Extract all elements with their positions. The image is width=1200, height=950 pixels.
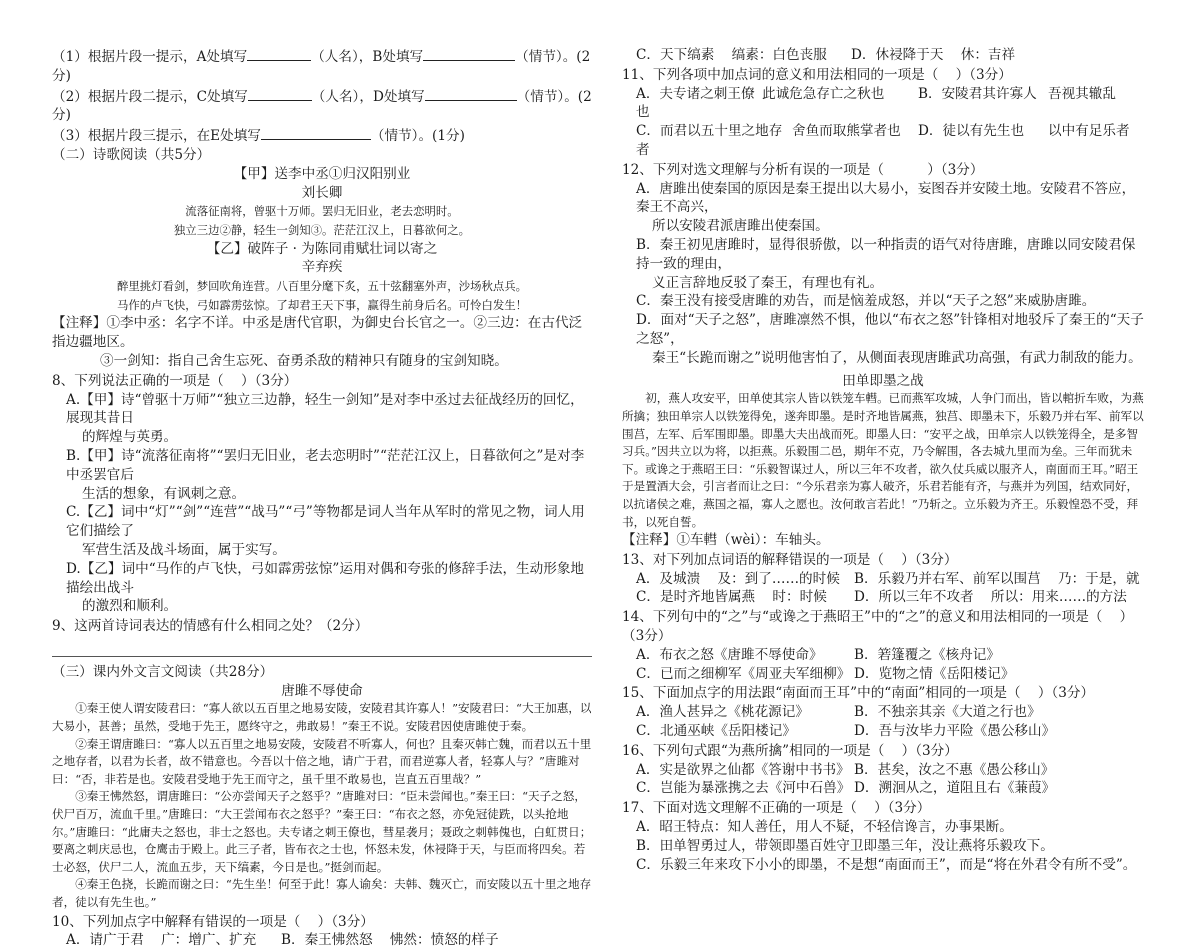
right-column <box>622 46 1144 874</box>
poem-line: 独立三边②静，轻生一剑知③。茫茫江汉上，日暮欲何之。 <box>173 222 471 237</box>
option-a[interactable]: A．实是欲界之仙都《答谢中书书》 <box>636 761 850 778</box>
poem-author: 刘长卿 <box>301 184 343 201</box>
annotation: 【注释】①车轊（wèi）：车轴头。 <box>622 532 830 549</box>
question-text: （人名），D处填写 <box>311 88 425 105</box>
options-row <box>622 46 1144 65</box>
poem-line: 醉里挑灯看剑，梦回吹角连营。八百里分麾下炙，五十弦翻塞外声，沙场秋点兵。 <box>116 279 528 294</box>
option-a-cont: 的辉煌与英勇。 <box>82 429 178 446</box>
options-row <box>622 122 1144 160</box>
question-text: （人名），B处填写 <box>311 49 424 65</box>
option-c[interactable]: C.【乙】词中“灯”“剑”“连营”“战马”“弓”等物都是词人当年从军时的常见之物，词人用它们描绘了 <box>66 504 585 540</box>
question-14: 14、下列句中的“之”与“或谗之于燕昭王”中的“之”的意义和用法相同的一项是（ ）（3分） <box>622 609 1134 645</box>
option-c-compare: 舍鱼而取熊掌者也 <box>792 123 901 140</box>
question-text: （情节）。(2分) <box>52 49 591 84</box>
option-b[interactable]: B．箬篷覆之《核舟记》 <box>854 646 1000 663</box>
options-row <box>622 646 1144 665</box>
option-a[interactable]: A．请广于君 广：增广、扩充 <box>66 932 257 949</box>
options-row <box>622 588 1144 607</box>
passage-paragraph: ④秦王色挠，长跪而谢之曰：“先生坐！何至于此！寡人谕矣：夫韩、魏灭亡，而安陵以五十里之地存者，徒以有先生也。” <box>52 877 592 910</box>
option-d[interactable]: D．吾与汝毕力平险《愚公移山》 <box>854 723 1056 740</box>
options-row <box>622 703 1144 722</box>
question-9: 9、这两首诗词表达的情感有什么相同之处？（2分） <box>52 618 369 635</box>
passage-title: 田单即墨之战 <box>842 372 924 389</box>
option-a[interactable]: A．布衣之怒《唐雎不辱使命》 <box>636 646 823 663</box>
option-c[interactable]: C．天下缟素 缟素：白色丧服 <box>636 47 827 63</box>
option-a[interactable]: A．昭王特点：知人善任，用人不疑，不轻信谗言，办事果断。 <box>636 819 1013 836</box>
option-b-compare: 吾视其辙乱 <box>1048 85 1116 102</box>
section-title: （二）诗歌阅读（共5分） <box>52 146 211 163</box>
passage-body <box>52 700 592 911</box>
answer-blank[interactable] <box>247 46 311 61</box>
option-c[interactable]: C．而君以五十里之地存者 <box>636 123 783 158</box>
option-c[interactable]: C．秦王没有接受唐雎的劝告，而是恼羞成怒，并以“天子之怒”来威胁唐雎。 <box>636 293 1096 310</box>
answer-blank[interactable] <box>248 86 312 101</box>
option-c[interactable]: C．已而之细柳军《周亚夫军细柳》 <box>636 665 851 682</box>
option-a-cont: 所以安陵君派唐雎出使秦国。 <box>652 218 829 235</box>
option-d[interactable]: D．所以三年不攻者 所以：用来……的方法 <box>854 589 1127 606</box>
question-text: （2）根据片段二提示，C处填写 <box>52 88 248 105</box>
option-d[interactable]: D.【乙】词中“马作的卢飞快，弓如霹雳弦惊”运用对偶和夸张的修辞手法，生动形象地描绘出战斗 <box>66 560 585 596</box>
answer-blank[interactable] <box>425 86 517 101</box>
passage-body: 初，燕人攻安平，田单使其宗人皆以铁笼车轊。已而燕军攻城，人争门而出，皆以輨折车败，为燕所擒；独田单宗人以铁笼得免，遂奔即墨。是时齐地皆属燕，独莒、即墨未下，乐毅乃并右军、前军以围莒，左军、后军围即墨。即墨大夫出战而死。即墨人曰：“安平之战，田单宗人以铁笼得全，是多智习兵。”因共立以为将，以拒燕。乐毅围二邑，期年不克，乃令解围，各去城九里而为垒。三年而犹未下。或谗之于燕昭王曰：“乐毅智谋过人，所以三年不攻者，欲久仗兵威以服齐人，南面而王耳。”昭王于是置酒大会，引言者而让之曰：“今乐君亲为寡人破齐，乐君若能有齐，与燕并为列国，结欢同好，以抗诸侯之难，燕国之福，寡人之愿也。汝何敢言若此！”乃斩之。立乐毅为齐王。乐毅惶恐不受，拜书，以死自誓。 <box>622 391 1144 529</box>
question-17: 17、下面对选文理解不正确的一项是（ ）（3分） <box>622 800 931 817</box>
passage-paragraph: ③秦王怫然怒，谓唐雎曰：“公亦尝闻天子之怒乎？”唐雎对曰：“臣未尝闻也。”秦王曰：“天子之怒，伏尸百万，流血千里。”唐雎曰：“大王尝闻布衣之怒乎？”秦王曰：“布衣之怒，亦免冠徒跣，以头抢地尔。”唐雎曰：“此庸夫之怒也，非士之怒也。夫专诸之刺王僚也，彗星袭月；聂政之刺韩傀也，白虹贯日；要离之刺庆忌也，仓鹰击于殿上。此三子者，皆布衣之士也，怀怒未发，休祲降于天，与臣而将四矣。若士必怒，伏尸二人，流血五步，天下缟素，今日是也。”挺剑而起。 <box>52 789 592 874</box>
options-row <box>622 722 1144 741</box>
question-text: （情节）。(2分) <box>52 88 592 124</box>
options-row <box>622 570 1144 589</box>
options-row <box>52 931 592 950</box>
option-d-cont: 秦王“长跪而谢之”说明他害怕了，从侧面表现唐雎武功高强，有武力制敌的能力。 <box>652 349 1142 366</box>
option-a-compare: 此诚危急存亡之秋也 <box>762 85 885 102</box>
poem-title: 【乙】破阵子 · 为陈同甫赋壮词以寄之 <box>206 240 438 257</box>
option-c[interactable]: C．乐毅三年来攻下小小的即墨，不是想“南面而王”，而是“将在外君令有所不受”。 <box>636 856 1137 873</box>
reading-questions-part1 <box>52 46 592 146</box>
answer-line[interactable] <box>52 656 592 657</box>
option-d[interactable]: D．休祲降于天 休：吉祥 <box>851 47 1016 63</box>
option-a[interactable]: A.【甲】诗“曾驱十万师”“独立三边静，轻生一剑知”是对李中丞过去征战经历的回忆，展现其昔日 <box>66 391 584 427</box>
section-title: （三）课内外文言文阅读（共28分） <box>52 663 274 680</box>
question-15: 15、下面加点字的用法跟“南面而王耳”中的“南面”相同的一项是（ ）（3分） <box>622 685 1095 702</box>
option-c[interactable]: C．北通巫峡《岳阳楼记》 <box>636 723 796 740</box>
option-d[interactable]: D．徒以有先生也 <box>918 123 1025 140</box>
question-8: 8、下列说法正确的一项是（ ）（3分） <box>52 372 298 389</box>
option-a[interactable]: A．及城溃 及：到了……的时候 <box>636 570 840 587</box>
option-a[interactable]: A．渔人甚异之《桃花源记》 <box>636 704 809 721</box>
question-text: （情节）。(1分) <box>370 128 465 145</box>
option-b[interactable]: B．甚矣，汝之不惠《愚公移山》 <box>854 761 1055 778</box>
question-10: 10、下列加点字中解释有错误的一项是（ ）（3分） <box>52 913 374 930</box>
option-d-cont: 的激烈和顺利。 <box>82 598 178 615</box>
answer-space[interactable] <box>52 636 592 652</box>
question-line <box>52 46 592 86</box>
option-b[interactable]: B．秦王怫然怒 怫然：愤怒的样子 <box>281 932 499 949</box>
poem-line: 流落征南将，曾驱十万师。罢归无旧业，老去恋明时。 <box>185 204 459 219</box>
option-b[interactable]: B.【甲】诗“流落征南将”“罢归无旧业，老去恋明时”“茫茫江汉上，日暮欲何之”是对李中丞罢官后 <box>66 447 585 483</box>
option-b[interactable]: B．不独亲其亲《大道之行也》 <box>854 704 1041 721</box>
question-11: 11、下列各项中加点词的意义和用法相同的一项是（ ）（3分） <box>622 66 1012 83</box>
options-row <box>622 779 1144 798</box>
question-line <box>52 125 592 146</box>
options-row <box>622 665 1144 684</box>
option-d[interactable]: D．面对“天子之怒”，唐雎凛然不惧，他以“布衣之怒”针锋相对地驳斥了秦王的“天子之怒”， <box>636 312 1144 347</box>
option-b-cont: 生活的想象，有讽刺之意。 <box>82 485 246 502</box>
option-c-cont: 军营生活及战斗场面，属于实写。 <box>82 541 286 558</box>
option-d[interactable]: D．览物之情《岳阳楼记》 <box>854 665 1015 682</box>
question-text: （1）根据片段一提示，A处填写 <box>52 49 248 65</box>
options-row <box>622 85 1144 123</box>
question-13: 13、对下列加点词语的解释错误的一项是（ ）（3分） <box>622 551 958 568</box>
question-12: 12、下列对选文理解与分析有误的一项是（ ）（3分） <box>622 161 984 178</box>
question-16: 16、下列句式跟“为燕所擒”相同的一项是（ ）（3分） <box>622 742 958 759</box>
question-text: （3）根据片段三提示，在E处填写 <box>52 128 261 145</box>
option-a[interactable]: A．唐雎出使秦国的原因是秦王提出以大易小，妄图吞并安陵土地。安陵君不答应，秦王不高兴， <box>636 180 1136 216</box>
annotation: ③一剑知：指自己舍生忘死、奋勇杀敌的精神只有随身的宝剑知晓。 <box>100 352 508 369</box>
annotation: 【注释】①李中丞：名字不详。中丞是唐代官职，为御史台长官之一。②三边：在古代泛指边疆地区。 <box>52 315 583 351</box>
passage-title: 唐雎不辱使命 <box>281 682 363 699</box>
passage-paragraph: ①秦王使人谓安陵君曰：“寡人欲以五百里之地易安陵，安陵君其许寡人！”安陵君曰：“大王加惠，以大易小，甚善；虽然，受地于先王，愿终守之，弗敢易！”秦王不说。安陵君因使唐雎使于秦。 <box>52 701 592 734</box>
poem-line: 马作的卢飞快，弓如霹雳弦惊。了却君王天下事，赢得生前身后名。可怜白发生！ <box>116 297 528 312</box>
option-b[interactable]: B．安陵君其许寡人 <box>918 85 1037 102</box>
option-c[interactable]: C．岂能为暴涨携之去《河中石兽》 <box>636 780 851 797</box>
option-b[interactable]: B．田单智勇过人，带领即墨百姓守卫即墨三年，没让燕将乐毅攻下。 <box>636 837 1054 854</box>
option-d[interactable]: D．溯洄从之，道阻且右《蒹葭》 <box>854 780 1056 797</box>
answer-blank[interactable] <box>261 125 371 140</box>
option-a[interactable]: A．夫专诸之刺王僚也 <box>636 85 755 121</box>
option-d-compare: 以中有足乐者 <box>1048 123 1130 140</box>
option-b-cont: 义正言辞地反驳了秦王，有理也有礼。 <box>652 274 884 291</box>
answer-blank[interactable] <box>423 46 515 61</box>
option-c[interactable]: C．是时齐地皆属燕 时：时候 <box>636 589 827 606</box>
left-column <box>52 46 592 950</box>
question-line <box>52 86 592 126</box>
options-row <box>622 761 1144 780</box>
option-b[interactable]: B．秦王初见唐雎时，显得很骄傲，以一种指责的语气对待唐雎，唐雎以同安陵君保持一致的理由， <box>636 236 1136 272</box>
passage-paragraph: ②秦王谓唐雎曰：“寡人以五百里之地易安陵，安陵君不听寡人，何也？且秦灭韩亡魏，而君以五十里之地存者，以君为长者，故不错意也。今吾以十倍之地，请广于君，而君逆寡人者，轻寡人与？”唐雎对曰：“否，非若是也。安陵君受地于先王而守之，虽千里不敢易也，岂直五百里哉？” <box>52 736 592 786</box>
poem-author: 辛弃疾 <box>301 259 343 276</box>
option-b[interactable]: B．乐毅乃并右军、前军以围莒 乃：于是，就 <box>854 570 1140 587</box>
poem-title: 【甲】送李中丞①归汉阳别业 <box>233 165 411 182</box>
